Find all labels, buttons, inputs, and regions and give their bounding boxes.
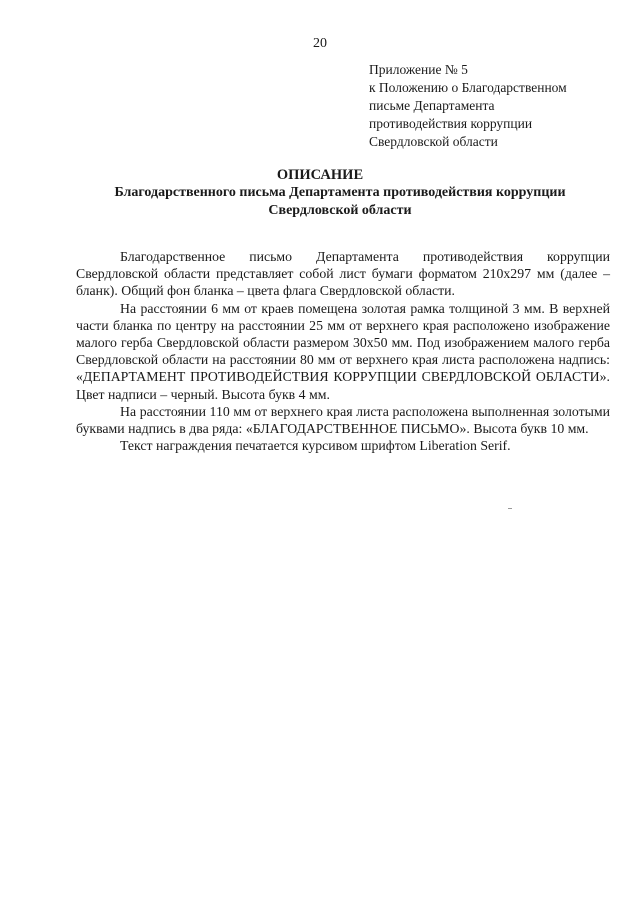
document-title: ОПИСАНИЕ <box>276 167 364 183</box>
appendix-line: письме Департамента <box>369 98 495 113</box>
body-paragraph: Текст награждения печатается курсивом шрифтом Liberation Serif. <box>120 438 511 454</box>
document-subtitle: Благодарственного письма Департамента противодействия коррупции Свердловской области <box>114 185 566 218</box>
appendix-line: противодействия коррупции <box>369 116 533 131</box>
appendix-line: к Положению о Благодарственном <box>369 80 567 95</box>
body-paragraph: На расстоянии 6 мм от краев помещена золотая рамка толщиной 3 мм. В верхней части бланка по центру на расстоянии 25 мм от верхнего края расположено изображение малого герба Свердловской области размером 30х50 мм. Под изображением малого герба Свердловской области на расстоянии 80 мм от верхнего края листа расположена надпись: «ДЕПАРТАМЕНТ ПРОТИВОДЕЙСТВИЯ КОРРУПЦИИ СВЕРДЛОВСКОЙ ОБЛАСТИ». Цвет надписи – черный. Высота букв 4 мм. <box>76 300 610 402</box>
body-paragraph: Благодарственное письмо Департамента противодействия коррупции Свердловской области представляет собой лист бумаги форматом 210х297 мм (далее – бланк). Общий фон бланка – цвета флага Свердловской области. <box>76 249 610 299</box>
appendix-note <box>369 61 619 151</box>
page-number: 20 <box>313 36 327 51</box>
scan-mark <box>508 508 512 509</box>
document-body <box>76 248 610 454</box>
appendix-line: Приложение № 5 <box>369 62 468 77</box>
appendix-line: Свердловской области <box>369 134 498 149</box>
body-paragraph: На расстоянии 110 мм от верхнего края листа расположена выполненная золотыми буквами надпись в два ряда: «БЛАГОДАРСТВЕННОЕ ПИСЬМО». Высота букв 10 мм. <box>76 403 610 437</box>
